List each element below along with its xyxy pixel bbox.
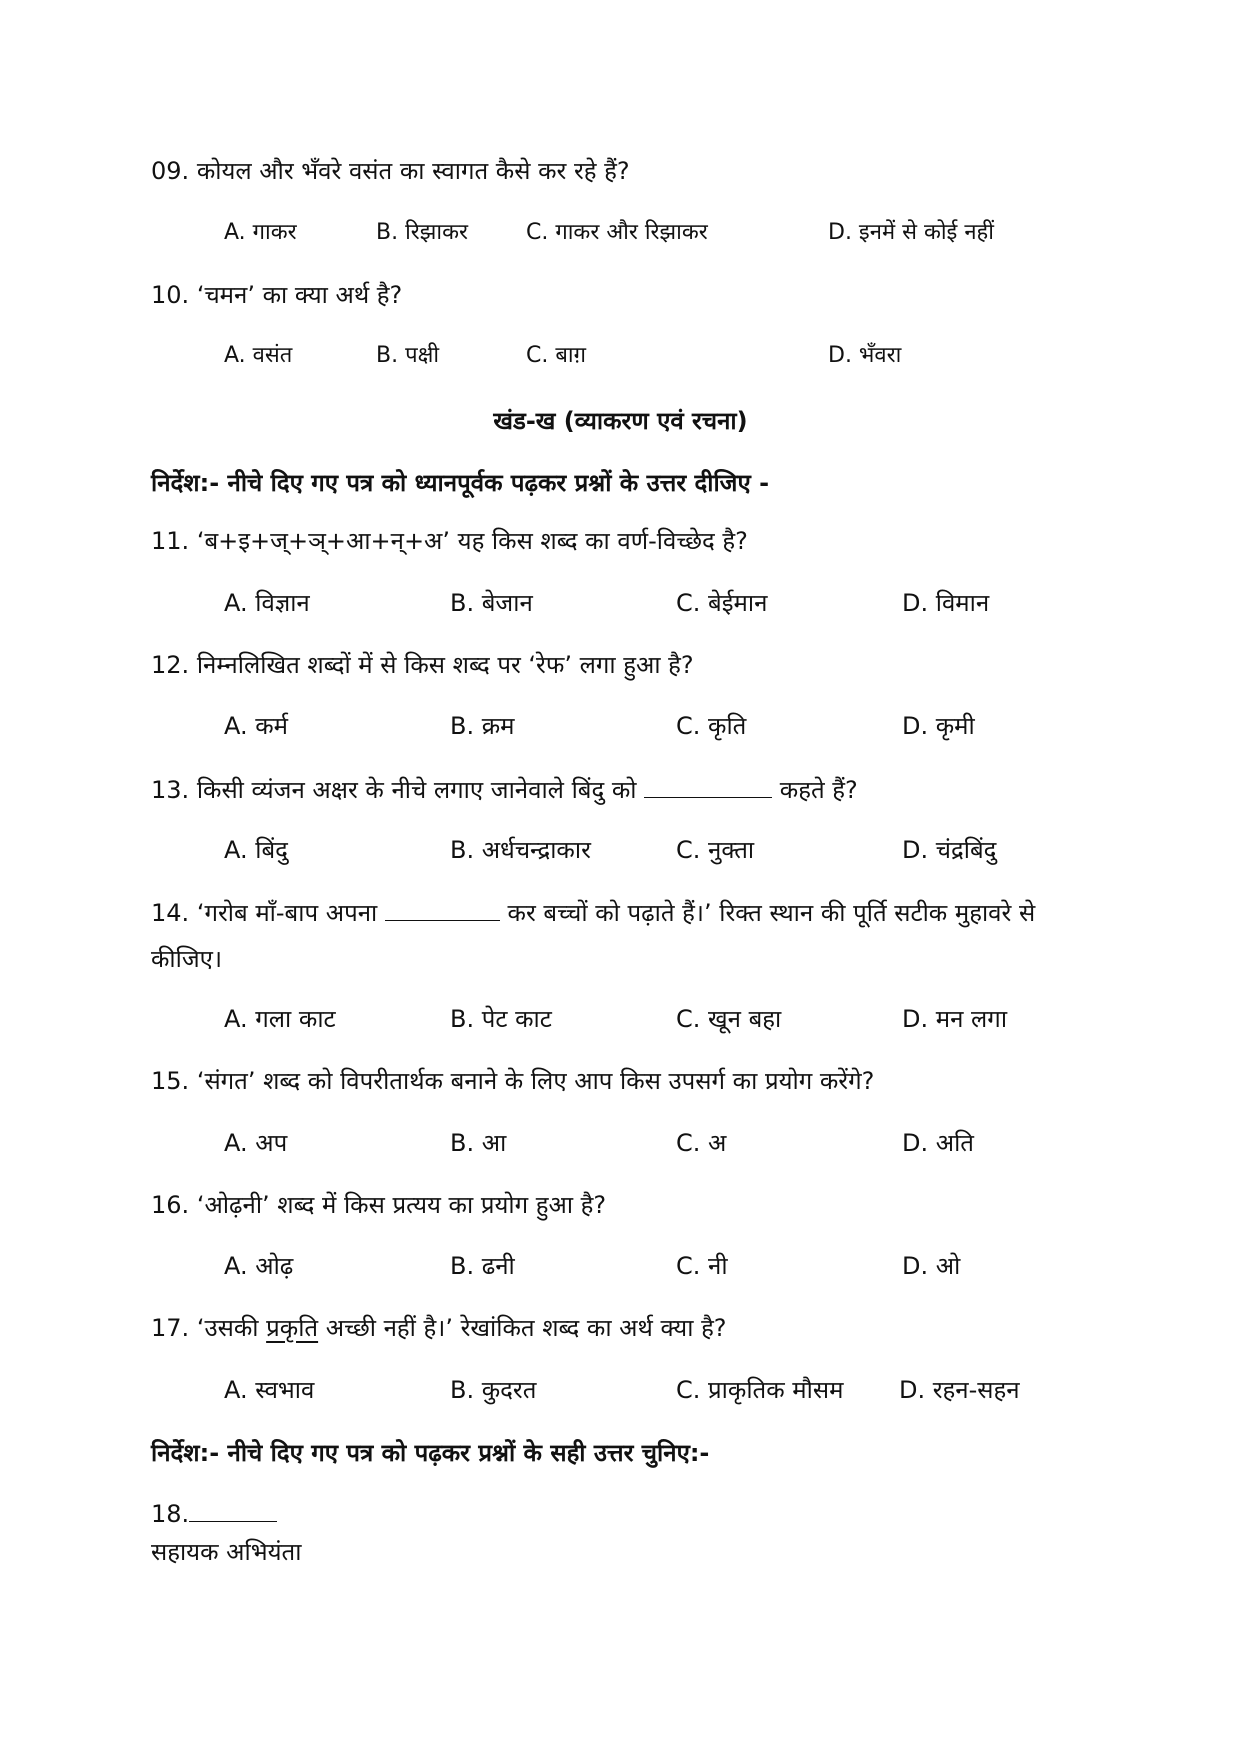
fill-blank <box>189 1495 277 1522</box>
question-14 <box>151 890 1091 982</box>
question-number: 13. <box>151 776 190 804</box>
question-13 <box>151 771 858 807</box>
option-d: D. विमान <box>902 589 990 617</box>
option-d: D. रहन-सहन <box>899 1376 1020 1404</box>
option-c: C. नी <box>676 1252 728 1280</box>
letter-line: सहायक अभियंता <box>151 1538 302 1566</box>
option-c: C. बाग़ <box>526 343 586 368</box>
option-c: C. कृति <box>676 712 747 740</box>
question-11 <box>151 524 748 558</box>
option-b: B. रिझाकर <box>376 220 468 245</box>
question-number: 14. <box>151 899 190 927</box>
option-d: D. कृमी <box>902 712 975 740</box>
question-text: ‘संगत’ शब्द को विपरीतार्थक बनाने के लिए आप किस उपसर्ग का प्रयोग करेंगे? <box>196 1067 875 1095</box>
option-a: A. गाकर <box>224 220 297 245</box>
section-heading: खंड-ख (व्याकरण एवं रचना) <box>493 407 748 435</box>
question-text: ‘चमन’ का क्या अर्थ है? <box>196 281 403 309</box>
question-text-before: ‘गरोब माँ-बाप अपना <box>196 899 378 927</box>
question-number: 15. <box>151 1067 190 1095</box>
option-a: A. अप <box>224 1129 288 1157</box>
option-a: A. कर्म <box>224 712 289 740</box>
option-a: A. वसंत <box>224 343 293 368</box>
option-a: A. बिंदु <box>224 836 288 864</box>
question-number: 18. <box>151 1500 190 1528</box>
option-c: C. गाकर और रिझाकर <box>526 220 708 245</box>
option-d: D. मन लगा <box>902 1005 1008 1033</box>
question-number: 17. <box>151 1314 190 1342</box>
option-a: A. ओढ़ <box>224 1252 294 1280</box>
option-d: D. ओ <box>902 1252 961 1280</box>
question-number: 09. <box>151 157 190 185</box>
question-18 <box>151 1495 277 1531</box>
question-text-before: किसी व्यंजन अक्षर के नीचे लगाए जानेवाले बिंदु को <box>196 776 637 804</box>
option-b: B. आ <box>450 1129 507 1157</box>
option-c: C. अ <box>676 1129 727 1157</box>
fill-blank <box>644 771 772 798</box>
fill-blank <box>385 894 500 921</box>
question-number: 10. <box>151 281 190 309</box>
question-text: ‘ब+इ+ज्+ञ्+आ+न्+अ’ यह किस शब्द का वर्ण-विच्छेद है? <box>196 527 748 555</box>
option-c: C. खून बहा <box>676 1005 782 1033</box>
question-number: 16. <box>151 1191 190 1219</box>
option-b: B. कुदरत <box>450 1376 537 1404</box>
option-d: D. इनमें से कोई नहीं <box>828 220 994 245</box>
option-a: A. विज्ञान <box>224 589 310 617</box>
option-a: A. गला काट <box>224 1005 336 1033</box>
question-text-after: अच्छी नहीं है।’ रेखांकित शब्द का अर्थ क्या है? <box>325 1314 727 1342</box>
option-b: B. पक्षी <box>376 343 440 368</box>
instruction: निर्देश:- नीचे दिए गए पत्र को ध्यानपूर्वक पढ़कर प्रश्नों के उत्तर दीजिए - <box>151 469 770 497</box>
question-number: 12. <box>151 651 190 679</box>
question-text: कोयल और भँवरे वसंत का स्वागत कैसे कर रहे हैं? <box>196 157 630 185</box>
question-text: निम्नलिखित शब्दों में से किस शब्द पर ‘रेफ’ लगा हुआ है? <box>196 651 694 679</box>
question-16 <box>151 1188 606 1222</box>
question-12 <box>151 648 694 682</box>
option-d: D. चंद्रबिंदु <box>902 836 997 864</box>
option-c: C. नुक्ता <box>676 836 755 864</box>
option-c: C. प्राकृतिक मौसम <box>676 1376 844 1404</box>
question-text: ‘ओढ़नी’ शब्द में किस प्रत्यय का प्रयोग हुआ है? <box>196 1191 607 1219</box>
question-text-before: ‘उसकी <box>196 1314 259 1342</box>
question-10 <box>151 278 402 312</box>
option-b: B. पेट काट <box>450 1005 552 1033</box>
option-b: B. अर्धचन्द्राकार <box>450 836 591 864</box>
option-b: B. क्रम <box>450 712 515 740</box>
question-15 <box>151 1064 874 1098</box>
option-d: D. भँवरा <box>828 343 902 368</box>
question-text-after: कहते हैं? <box>779 776 858 804</box>
option-d: D. अति <box>902 1129 974 1157</box>
question-number: 11. <box>151 527 190 555</box>
instruction-2: निर्देश:- नीचे दिए गए पत्र को पढ़कर प्रश्नों के सही उत्तर चुनिए:- <box>151 1439 710 1467</box>
option-b: B. बेजान <box>450 589 533 617</box>
option-b: B. ढनी <box>450 1252 515 1280</box>
underlined-word: प्रकृति <box>266 1314 319 1342</box>
question-text-after: कर बच्चों को पढ़ाते हैं।’ रिक्त स्थान की पूर्ति सटीक मुहावरे से कीजिए। <box>151 899 1036 973</box>
question-17 <box>151 1311 727 1345</box>
option-a: A. स्वभाव <box>224 1376 315 1404</box>
question-9 <box>151 154 630 188</box>
option-c: C. बेईमान <box>676 589 768 617</box>
